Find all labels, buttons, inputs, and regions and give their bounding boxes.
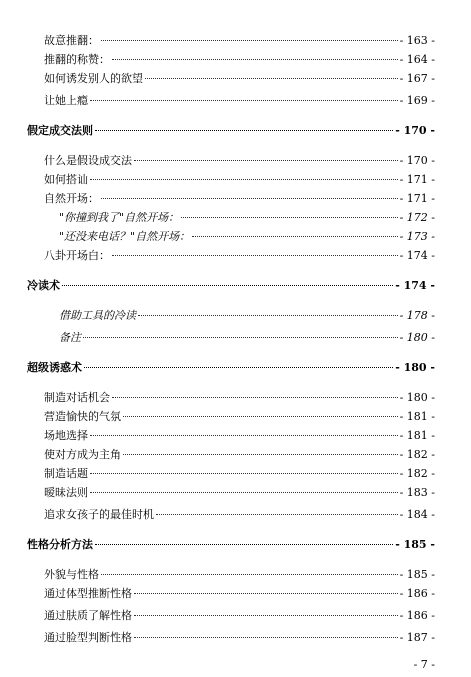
toc-entry-page: - 185 -: [399, 568, 435, 581]
toc-subentry-title: 备注: [59, 331, 81, 344]
toc-entry: [44, 609, 435, 623]
dot-leader: [134, 593, 398, 594]
dot-leader: [112, 59, 398, 60]
toc-subentry-page: - 173 -: [399, 230, 435, 243]
dot-leader: [95, 544, 393, 545]
dot-leader: [101, 198, 398, 199]
toc-entry-title: 让她上瘾: [44, 94, 88, 107]
toc-entry: [44, 53, 435, 67]
toc-entry: [44, 72, 435, 86]
toc-entry-title: 如何搭讪: [44, 173, 88, 186]
toc-entry-title: 什么是假设成交法: [44, 154, 132, 167]
toc-entry-title: 推翻的称赞：: [44, 53, 110, 66]
dot-leader: [101, 40, 398, 41]
toc-subentry: [59, 211, 435, 225]
toc-subentry-title: 借助工具的冷读: [59, 309, 136, 322]
toc-entry-page: - 182 -: [399, 448, 435, 461]
toc-chapter-title: 冷读术: [27, 279, 60, 292]
toc-entry: [44, 429, 435, 443]
toc-entry-title: 暧昧法则: [44, 486, 88, 499]
dot-leader: [134, 615, 398, 616]
toc-entry: [44, 587, 435, 601]
toc-subentry: [59, 230, 435, 244]
toc-entry: [44, 34, 435, 48]
toc-entry-page: - 186 -: [399, 609, 435, 622]
toc-subentry: [59, 309, 435, 323]
toc-chapter: [27, 279, 435, 293]
dot-leader: [145, 78, 398, 79]
toc-chapter-title: 超级诱惑术: [27, 361, 82, 374]
toc-entry: [44, 467, 435, 481]
toc-subentry-title: "还没来电话？"自然开场：: [59, 230, 191, 243]
toc-entry: [44, 94, 435, 108]
toc-entry-page: - 187 -: [399, 631, 435, 644]
toc-entry: [44, 448, 435, 462]
toc-entry-title: 自然开场：: [44, 192, 99, 205]
dot-leader: [134, 637, 398, 638]
toc-entry-title: 通过肤质了解性格: [44, 609, 132, 622]
toc-entry-title: 使对方成为主角: [44, 448, 121, 461]
toc-entry-title: 追求女孩子的最佳时机: [44, 508, 154, 521]
toc-chapter: [27, 124, 435, 138]
toc-chapter-title: 假定成交法则: [27, 124, 93, 137]
toc-entry-page: - 171 -: [399, 192, 435, 205]
toc-subentry-page: - 178 -: [399, 309, 435, 322]
dot-leader: [62, 285, 393, 286]
dot-leader: [90, 100, 398, 101]
dot-leader: [90, 435, 398, 436]
dot-leader: [123, 416, 398, 417]
toc-entry-page: - 164 -: [399, 53, 435, 66]
toc-subentry: [59, 331, 435, 345]
dot-leader: [84, 367, 393, 368]
toc-entry-title: 八卦开场白：: [44, 249, 110, 262]
toc-entry-page: - 182 -: [399, 467, 435, 480]
toc-entry: [44, 249, 435, 263]
toc-subentry-title: "你撞到我了"自然开场：: [59, 211, 180, 224]
toc-chapter: [27, 361, 435, 375]
toc-chapter-page: - 174 -: [395, 279, 435, 292]
toc-entry-page: - 181 -: [399, 429, 435, 442]
toc-entry: [44, 192, 435, 206]
toc-entry-page: - 186 -: [399, 587, 435, 600]
dot-leader: [134, 160, 398, 161]
toc-entry-page: - 181 -: [399, 410, 435, 423]
dot-leader: [156, 514, 398, 515]
toc-entry-title: 制造话题: [44, 467, 88, 480]
toc-entry: [44, 391, 435, 405]
toc-chapter: [27, 538, 435, 552]
toc-entry: [44, 631, 435, 645]
dot-leader: [138, 315, 398, 316]
toc-entry-page: - 170 -: [399, 154, 435, 167]
dot-leader: [90, 492, 398, 493]
toc-entry-title: 制造对话机会: [44, 391, 110, 404]
toc-entry-title: 外貌与性格: [44, 568, 99, 581]
dot-leader: [83, 337, 398, 338]
toc-entry: [44, 154, 435, 168]
toc-chapter-page: - 185 -: [395, 538, 435, 551]
toc-entry-title: 如何诱发别人的欲望: [44, 72, 143, 85]
toc-entry-page: - 167 -: [399, 72, 435, 85]
toc-entry-page: - 169 -: [399, 94, 435, 107]
toc-entry-title: 通过体型推断性格: [44, 587, 132, 600]
toc-entry: [44, 410, 435, 424]
dot-leader: [95, 130, 393, 131]
dot-leader: [90, 473, 398, 474]
dot-leader: [112, 255, 398, 256]
toc-entry: [44, 486, 435, 500]
dot-leader: [181, 217, 397, 218]
dot-leader: [192, 236, 397, 237]
dot-leader: [90, 179, 398, 180]
dot-leader: [112, 397, 398, 398]
toc-chapter-title: 性格分析方法: [27, 538, 93, 551]
toc-entry-page: - 183 -: [399, 486, 435, 499]
dot-leader: [101, 574, 398, 575]
toc-entry-page: - 163 -: [399, 34, 435, 47]
toc-entry-title: 通过脸型判断性格: [44, 631, 132, 644]
toc-entry-title: 场地选择: [44, 429, 88, 442]
toc-chapter-page: - 180 -: [395, 361, 435, 374]
toc-subentry-page: - 180 -: [399, 331, 435, 344]
toc-entry-page: - 174 -: [399, 249, 435, 262]
page-number: - 7 -: [413, 658, 435, 671]
toc-entry: [44, 508, 435, 522]
toc-subentry-page: - 172 -: [399, 211, 435, 224]
dot-leader: [123, 454, 398, 455]
toc-entry-page: - 180 -: [399, 391, 435, 404]
toc-entry: [44, 568, 435, 582]
toc-chapter-page: - 170 -: [395, 124, 435, 137]
toc-entry-title: 营造愉快的气氛: [44, 410, 121, 423]
toc-entry-page: - 171 -: [399, 173, 435, 186]
toc-entry: [44, 173, 435, 187]
toc-entry-page: - 184 -: [399, 508, 435, 521]
toc-entry-title: 故意推翻：: [44, 34, 99, 47]
